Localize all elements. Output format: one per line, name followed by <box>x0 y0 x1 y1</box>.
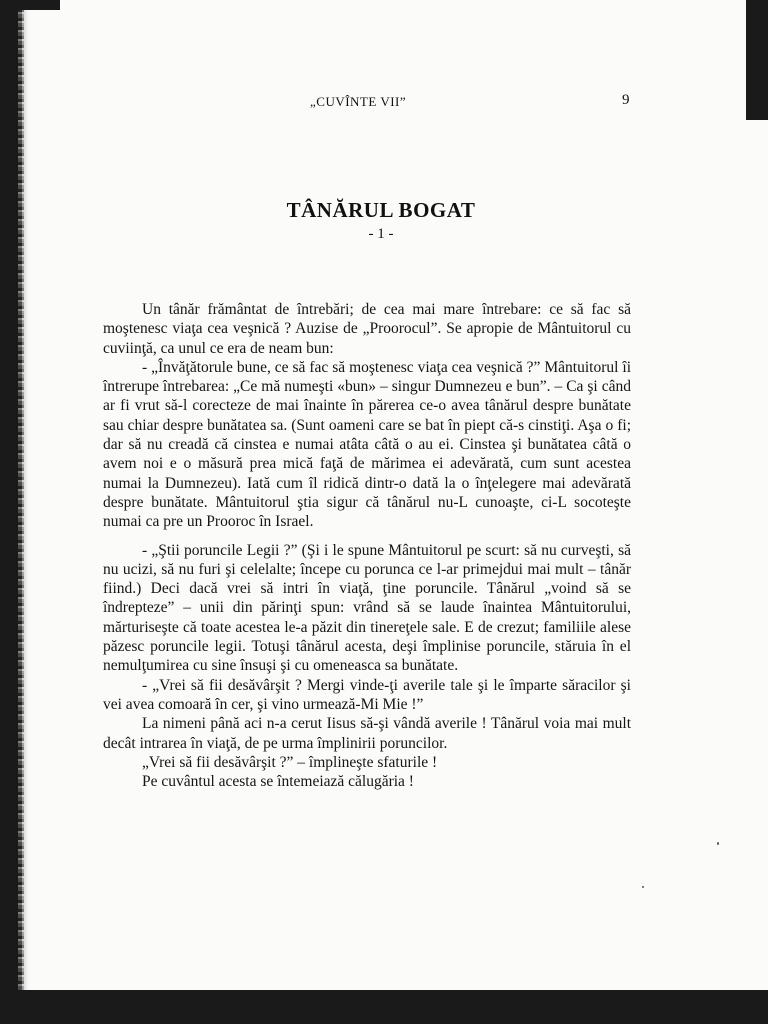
running-header-title: „CUVÎNTE VII” <box>310 94 407 109</box>
scan-top-right-shadow <box>746 0 768 120</box>
paragraph-6: „Vrei să fii desăvârşit ?” – împlineşte sfaturile ! <box>142 753 438 771</box>
scanned-page <box>22 0 768 990</box>
paragraph-4: - „Vrei să fii desăvârşit ? Mergi vinde-ţi averile tale şi le împarte săracilor şi vei avea comoară în cer, şi vino urmează-Mi Mie !” <box>103 676 631 713</box>
scan-top-left-shadow <box>0 0 60 10</box>
scan-bottom-border <box>0 990 768 1024</box>
paragraph-1: Un tânăr frământat de întrebări; de cea mai mare întrebare: ce să fac să moştenesc viaţa cea veşnică ? Auzise de „Proorocul”. Se apropie de Mântuitorul cu cuviinţă, ca unul ce era de neam bun: <box>103 301 631 357</box>
chapter-number: - 1 - <box>368 226 394 242</box>
scan-left-edge <box>18 0 24 990</box>
paragraph-5: La nimeni până aci n-a cerut Iisus să-şi vândă averile ! Tânărul voia mai mult decât intrarea în viaţă, de pe urma împlinirii poruncilor. <box>103 715 631 752</box>
page-number: 9 <box>622 92 630 108</box>
chapter-title: TÂNĂRUL BOGAT <box>286 198 476 222</box>
paragraph-2: - „Învăţătorule bune, ce să fac să moştenesc viaţa cea veşnică ?” Mântuitorul îi întrerupe întrebarea: „Ce mă numeşti «bun» – singur Dumnezeu e bun”. – Ca şi când ar fi vrut să-l corecteze de mai înainte în părerea ce-o avea tânărul despre bunătate sau chiar despre bunătatea sa. (Sunt oameni care se bat în piept că-s cinstiţi. Aşa o fi; dar să nu creadă că cinstea e numai atâta câtă o au ei. Cinstea şi bunătatea câtă o avem noi e o măsură prea mică faţă de mărimea ei adevărată, cum sunt acestea numai la Dumnezeu). Iată cum îl ridică dintr-o dată la o înţelegere mai adevărată despre bunătate. Mântuitorul ştia sigur că tânărul nu-L cunoaşte, ci-L socoteşte numai ca pre un Prooroc în Israel. <box>103 358 631 531</box>
paragraph-3: - „Ştii poruncile Legii ?” (Şi i le spune Mântuitorul pe scurt: să nu curveşti, să nu ucizi, să nu furi şi celelalte; începe cu porunca ce l-ar primejdui mai mult – tânăr fiind.) Deci dacă vrei să intri în viaţă, ţine poruncile. Tânărul „voind să se îndrepteze” – unii din părinţi spun: vrând să se laude înaintea Mântuitorului, mărturiseşte că toate acestea le-a păzit din tinereţele sale. E de crezut; familiile alese păzesc poruncile legii. Totuşi tânărul acesta, deşi împlinise poruncile, stăruia în el nemulţumirea cu sine însuşi şi cu omeneasca sa bunătate. <box>103 541 631 675</box>
scan-speck <box>642 886 644 888</box>
body-text <box>103 300 631 791</box>
scan-speck <box>717 842 719 845</box>
paragraph-7: Pe cuvântul acesta se întemeiază călugăria ! <box>142 773 414 791</box>
